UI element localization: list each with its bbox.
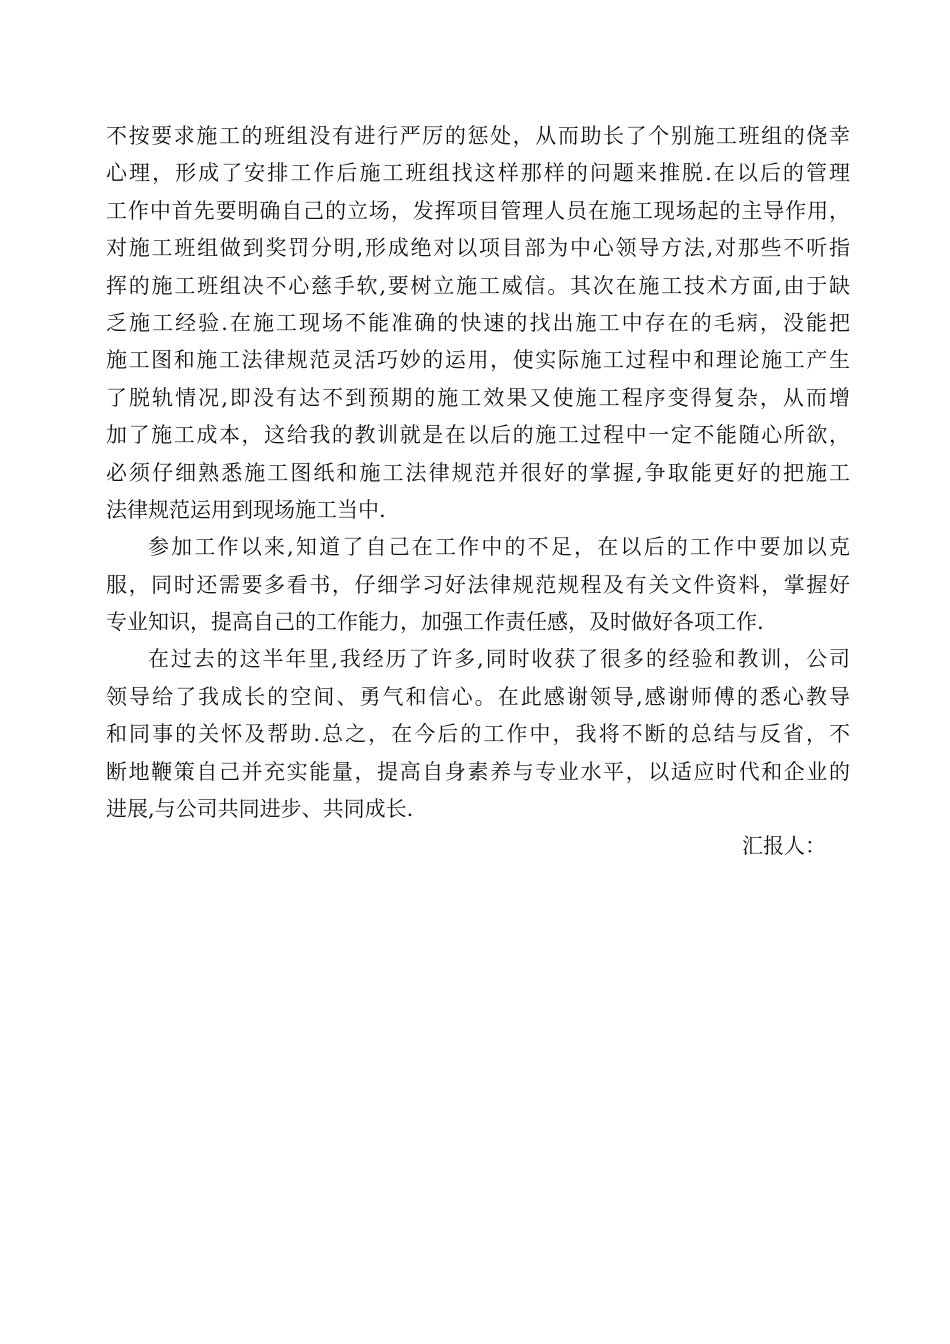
paragraph-line: 服，同时还需要多看书，仔细学习好法律规范规程及有关文件资料，掌握好 [106, 572, 850, 597]
paragraph-line: 领导给了我成长的空间、勇气和信心。在此感谢领导,感谢师傅的悉心教导 [106, 684, 850, 709]
paragraph-line: 乏施工经验.在施工现场不能准确的快速的找出施工中存在的毛病，没能把 [106, 310, 850, 335]
paragraph-line: 进展,与公司共同进步、共同成长. [106, 797, 414, 822]
paragraph-line: 对施工班组做到奖罚分明,形成绝对以项目部为中心领导方法,对那些不听指 [106, 236, 850, 261]
paragraph-line: 参加工作以来,知道了自己在工作中的不足，在以后的工作中要加以克 [148, 535, 850, 560]
paragraph-line: 专业知识，提高自己的工作能力，加强工作责任感，及时做好各项工作. [106, 610, 764, 635]
paragraph-line: 不按要求施工的班组没有进行严厉的惩处，从而助长了个别施工班组的侥幸 [106, 124, 850, 148]
paragraph-line: 断地鞭策自己并充实能量，提高自身素养与专业水平，以适应时代和企业的 [106, 759, 850, 784]
paragraph-line: 法律规范运用到现场施工当中. [106, 497, 386, 522]
document-page [106, 118, 850, 866]
paragraph-line: 必须仔细熟悉施工图纸和施工法律规范并很好的掌握,争取能更好的把施工 [106, 460, 850, 485]
paragraph-line: 了脱轨情况,即没有达不到预期的施工效果又使施工程序变得复杂，从而增 [106, 385, 850, 410]
signature-label: 汇报人： [742, 834, 826, 859]
paragraph-line: 在过去的这半年里,我经历了许多,同时收获了很多的经验和教训，公司 [148, 647, 850, 672]
paragraph-line: 工作中首先要明确自己的立场，发挥项目管理人员在施工现场起的主导作用， [106, 198, 850, 223]
paragraph-1 [106, 118, 850, 529]
paragraph-line: 挥的施工班组决不心慈手软,要树立施工威信。其次在施工技术方面,由于缺 [106, 273, 850, 298]
paragraph-line: 和同事的关怀及帮助.总之，在今后的工作中，我将不断的总结与反省，不 [106, 722, 850, 747]
paragraph-line: 加了施工成本，这给我的教训就是在以后的施工过程中一定不能随心所欲， [106, 423, 850, 448]
paragraph-line: 心理，形成了安排工作后施工班组找这样那样的问题来推脱.在以后的管理 [106, 161, 850, 186]
paragraph-line: 施工图和施工法律规范灵活巧妙的运用，使实际施工过程中和理论施工产生 [106, 348, 850, 373]
paragraph-3 [106, 641, 850, 828]
paragraph-2 [106, 529, 850, 641]
